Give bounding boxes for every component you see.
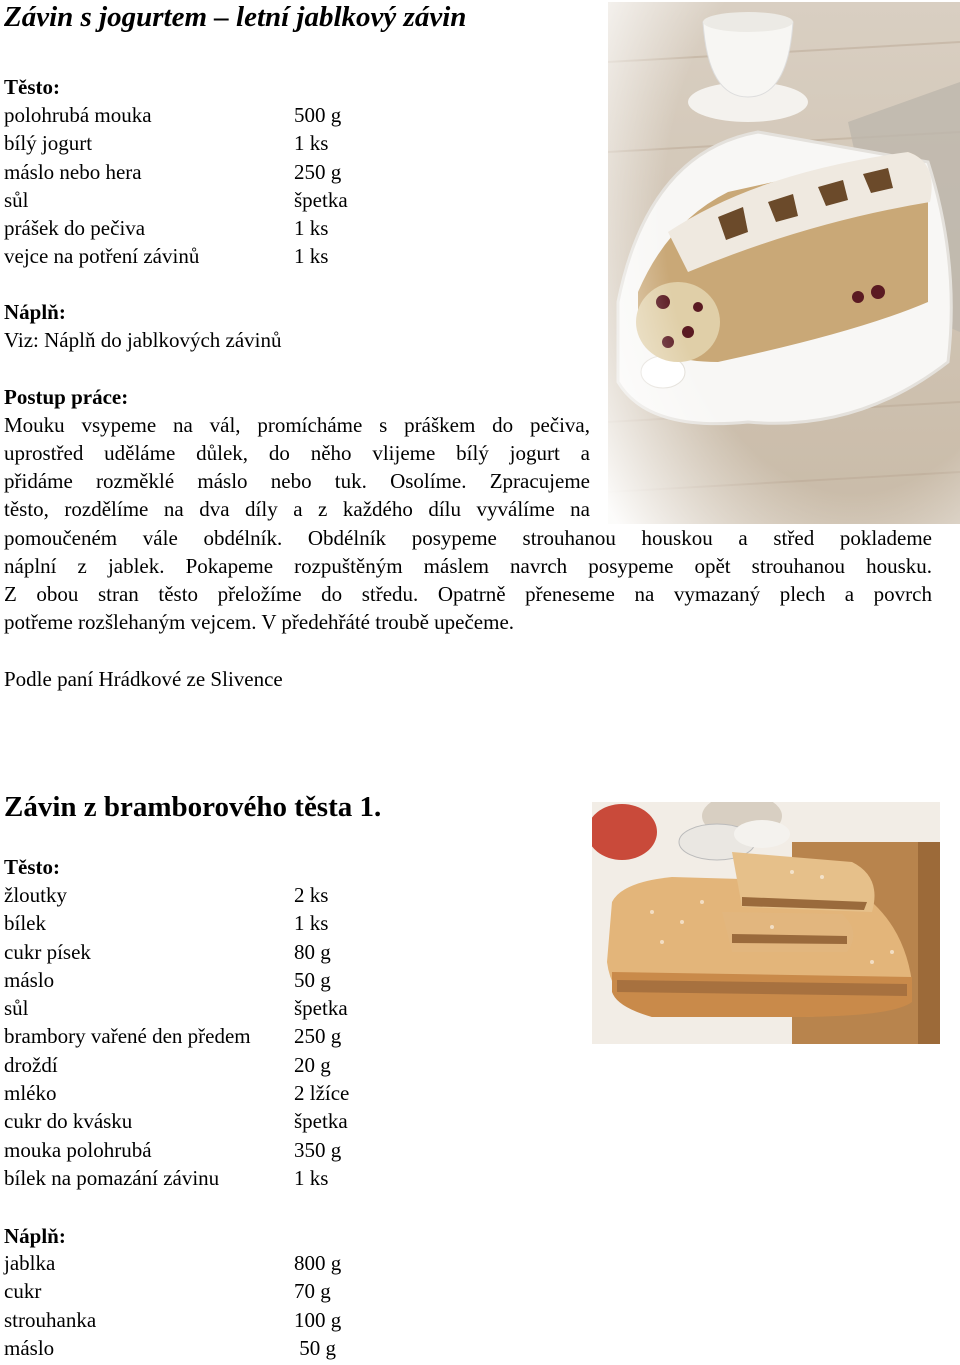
ingredient-amount: 1 ks: [294, 131, 329, 156]
ingredient-row: [4, 242, 348, 270]
ingredient-row: [4, 186, 348, 214]
ingredient-row: [4, 909, 349, 937]
ingredient-name: máslo nebo hera: [4, 159, 142, 184]
ingredient-amount: 350 g: [294, 1137, 342, 1162]
ingredient-name: prášek do pečiva: [4, 216, 146, 241]
ingredient-amount: 1 ks: [294, 1165, 329, 1190]
ingredient-name: bílek: [4, 911, 46, 936]
ingredient-row: [4, 1051, 349, 1079]
ingredient-row: [4, 1107, 349, 1135]
procedure-line: Z obou stran těsto přeložíme do středu. Opatrně přeneseme na vymazaný plech a povrch: [4, 582, 932, 606]
ingredient-row: [4, 1306, 341, 1334]
ingredient-amount: 250 g: [294, 1024, 342, 1049]
ingredient-amount: 70 g: [294, 1279, 331, 1304]
recipe1-dough-label: Těsto:: [4, 75, 60, 99]
ingredient-name: máslo: [4, 1335, 55, 1360]
recipe2-filling-label: Náplň:: [4, 1224, 66, 1248]
recipe1-procedure-label: Postup práce:: [4, 385, 129, 409]
ingredient-amount: špetka: [294, 996, 348, 1021]
ingredient-name: sůl: [4, 996, 29, 1021]
ingredient-row: [4, 938, 349, 966]
ingredient-amount: 1 ks: [294, 911, 329, 936]
procedure-line: pomoučeném vále obdélník. Obdélník posypeme strouhanou houskou a střed poklademe: [4, 526, 932, 550]
procedure-line: potřeme rozšlehaným vejcem. V předehřáté troubě upečeme.: [4, 610, 515, 634]
ingredient-row: [4, 1277, 341, 1305]
ingredient-name: sůl: [4, 187, 29, 212]
ingredient-row: [4, 881, 349, 909]
recipe1-credit: Podle paní Hrádkové ze Slivence: [4, 667, 283, 691]
ingredient-name: máslo: [4, 967, 55, 992]
procedure-line: Mouku vsypeme na vál, promícháme s práškem do pečiva,: [4, 413, 590, 437]
ingredient-name: vejce na potření závinů: [4, 244, 200, 269]
ingredient-row: [4, 1136, 349, 1164]
ingredient-row: [4, 129, 348, 157]
ingredient-name: bílek na pomazání závinu: [4, 1165, 220, 1190]
procedure-line: přidáme rozměklé máslo nebo tuk. Osolíme. Zpracujeme: [4, 469, 590, 493]
procedure-line: náplní z jablek. Pokapeme rozpuštěným máslem navrch posypeme opět strouhanou housku.: [4, 554, 932, 578]
ingredient-row: [4, 966, 349, 994]
ingredient-amount: 1 ks: [294, 244, 329, 269]
recipe2-dough-label: Těsto:: [4, 855, 60, 879]
ingredient-amount: 50 g: [294, 1335, 336, 1360]
ingredient-amount: 100 g: [294, 1307, 342, 1332]
recipe2-ingredient-list: [4, 881, 349, 1192]
ingredient-amount: 80 g: [294, 939, 331, 964]
ingredient-row: [4, 994, 349, 1022]
ingredient-row: [4, 1249, 341, 1277]
ingredient-row: [4, 1164, 349, 1192]
recipe1-filling-label: Náplň:: [4, 300, 66, 324]
ingredient-name: polohrubá mouka: [4, 103, 152, 127]
procedure-line: uprostřed uděláme důlek, do něho vlijeme bílý jogurt a: [4, 441, 590, 465]
ingredient-name: žloutky: [4, 883, 67, 907]
ingredient-row: [4, 158, 348, 186]
ingredient-amount: špetka: [294, 187, 348, 212]
ingredient-name: droždí: [4, 1052, 58, 1077]
ingredient-row: [4, 1022, 349, 1050]
ingredient-amount: 20 g: [294, 1052, 331, 1077]
recipe2-filling-list: [4, 1249, 341, 1362]
ingredient-name: strouhanka: [4, 1307, 97, 1332]
ingredient-row: [4, 214, 348, 242]
ingredient-amount: 50 g: [294, 967, 331, 992]
recipe2-title: Závin z bramborového těsta 1.: [4, 791, 382, 823]
ingredient-row: [4, 101, 348, 129]
ingredient-amount: 1 ks: [294, 216, 329, 241]
ingredient-name: cukr: [4, 1279, 42, 1304]
ingredient-name: bílý jogurt: [4, 131, 93, 156]
ingredient-amount: 500 g: [294, 103, 342, 127]
ingredient-name: mouka polohrubá: [4, 1137, 152, 1162]
ingredient-row: [4, 1079, 349, 1107]
potato-strudel-photo: [592, 802, 940, 1044]
recipe1-title: Závin s jogurtem – letní jablkový závin: [4, 1, 467, 33]
ingredient-amount: špetka: [294, 1109, 348, 1134]
strudel-photo: [608, 2, 960, 524]
ingredient-name: cukr do kvásku: [4, 1109, 133, 1134]
procedure-line: těsto, rozdělíme na dva díly a z každého dílu vyválíme na: [4, 497, 590, 521]
ingredient-amount: 800 g: [294, 1251, 342, 1275]
ingredient-name: mléko: [4, 1081, 57, 1106]
ingredient-name: cukr písek: [4, 939, 91, 964]
ingredient-amount: 2 lžíce: [294, 1081, 350, 1106]
ingredient-name: brambory vařené den předem: [4, 1024, 251, 1049]
ingredient-amount: 2 ks: [294, 883, 329, 907]
ingredient-row: [4, 1334, 341, 1362]
ingredient-name: jablka: [4, 1251, 56, 1275]
recipe1-ingredient-list: [4, 101, 348, 271]
recipe1-filling-reference: Viz: Náplň do jablkových závinů: [4, 328, 282, 352]
ingredient-amount: 250 g: [294, 159, 342, 184]
